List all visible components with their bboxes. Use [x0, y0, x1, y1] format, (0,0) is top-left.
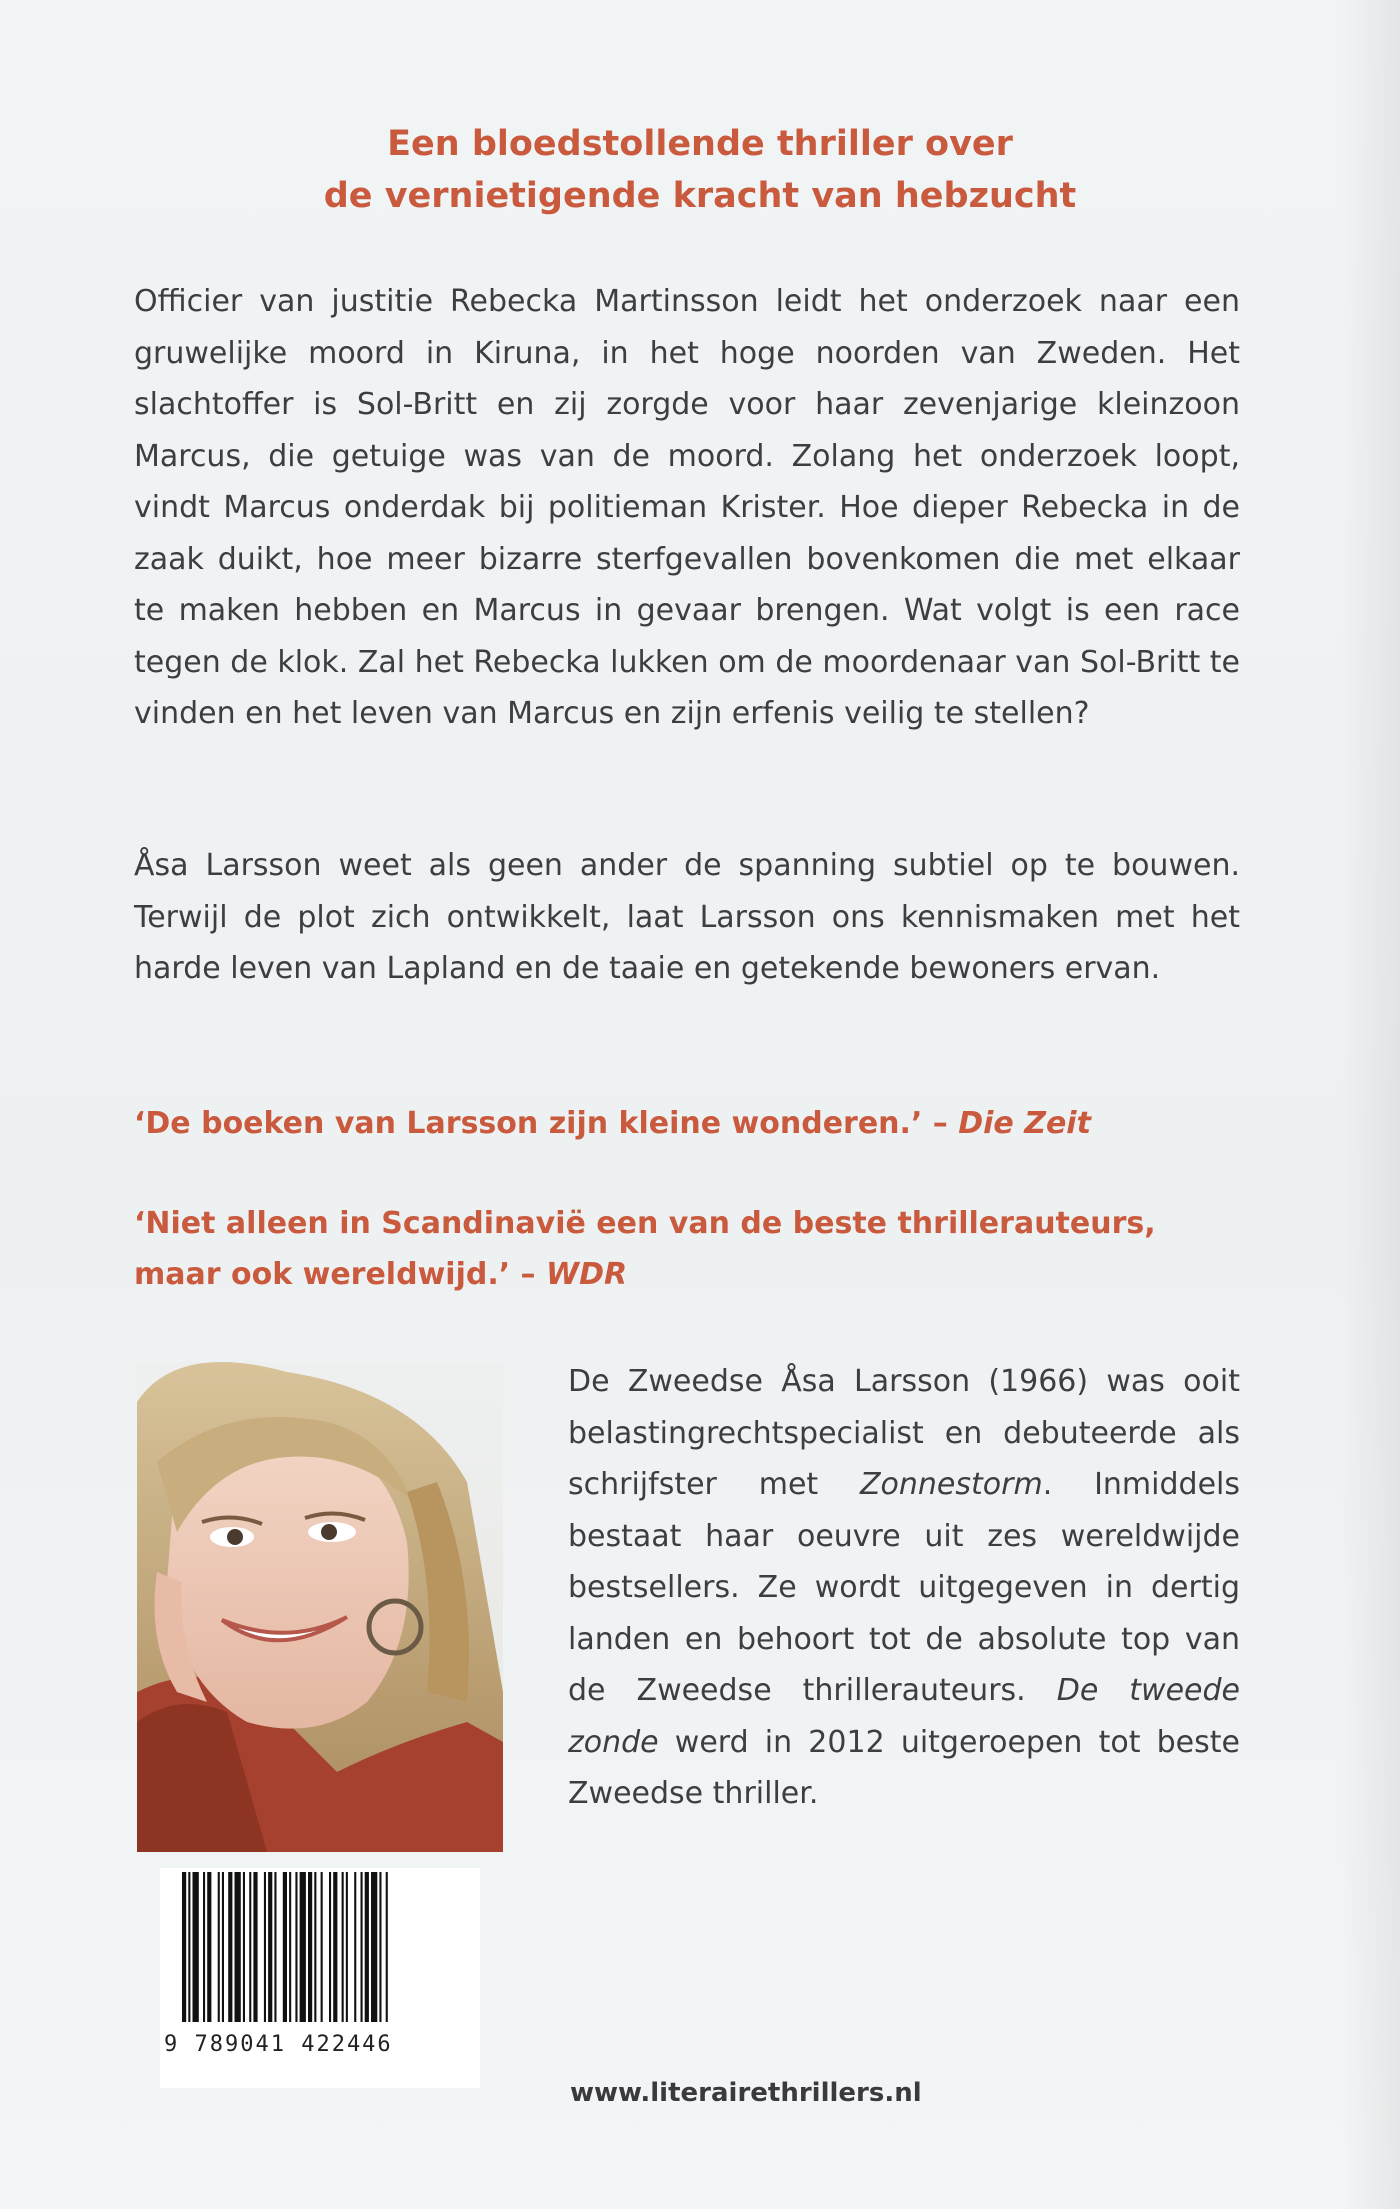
- barcode-bar: [235, 1872, 241, 2022]
- headline-line-2: de vernietigende kracht van hebzucht: [323, 176, 1077, 216]
- barcode-bar: [268, 1872, 272, 2022]
- barcode: [160, 1868, 480, 2088]
- barcode-bar: [203, 1872, 205, 2022]
- blurb-paragraph-2: Åsa Larsson weet als geen ander de spanning subtiel op te bouwen. Terwijl de plot zich ontwikkelt, laat Larsson ons kennismaken met het harde leven van Lapland en de taaie en getekende bewoners ervan.: [134, 848, 1240, 986]
- barcode-bar: [264, 1872, 266, 2022]
- headline-line-1: Een bloedstollende thriller over: [387, 124, 1013, 164]
- publisher-website: www.literairethrillers.nl: [570, 2078, 922, 2108]
- barcode-bar: [218, 1872, 220, 2022]
- barcode-bar: [182, 1872, 186, 2022]
- review-quote-2: [134, 1198, 1240, 1300]
- isbn-number: 9 789041 422446: [164, 2032, 393, 2057]
- barcode-bar: [289, 1872, 291, 2022]
- barcode-bar: [379, 1872, 381, 2022]
- barcode-bar: [354, 1872, 356, 2022]
- barcode-bar: [371, 1872, 377, 2022]
- author-bio-text: De Zweedse Åsa Larsson (1966) was ooit belastingrechtspecialist en debuteerde als schrijfster met: [568, 1364, 1240, 1502]
- quote-text: ‘De boeken van Larsson zijn kleine wonderen.’ –: [134, 1106, 959, 1141]
- cover-edge-shadow: [1340, 0, 1400, 2209]
- barcode-bar: [321, 1872, 323, 2022]
- barcode-bar: [253, 1872, 257, 2022]
- headline: [200, 118, 1200, 222]
- author-bio: [568, 1356, 1240, 1820]
- review-quote-1: [134, 1098, 1240, 1149]
- author-portrait-illustration: [137, 1362, 503, 1852]
- barcode-bar: [361, 1872, 363, 2022]
- barcode-bar: [249, 1872, 251, 2022]
- barcode-bar: [300, 1872, 306, 2022]
- quote-source: WDR: [546, 1257, 628, 1292]
- barcode-bar: [283, 1872, 287, 2022]
- author-bio-text: werd in 2012 uitgeroepen tot beste Zweedse thriller.: [568, 1724, 1240, 1811]
- barcode-bar: [314, 1872, 316, 2022]
- book-title-zonnestorm: Zonnestorm: [860, 1467, 1043, 1502]
- barcode-bar: [228, 1872, 232, 2022]
- book-title-de-tweede-zonde: De tweede zonde: [568, 1673, 1241, 1760]
- barcode-bars: [182, 1872, 458, 2022]
- author-photo: [137, 1362, 503, 1852]
- barcode-bar: [222, 1872, 224, 2022]
- barcode-bar: [333, 1872, 337, 2022]
- barcode-bar: [346, 1872, 348, 2022]
- quote-source: Die Zeit: [958, 1106, 1091, 1141]
- barcode-bar: [329, 1872, 331, 2022]
- author-bio-text: . Inmiddels bestaat haar oeuvre uit zes wereldwijde bestsellers. Ze wordt uitgegeven in dertig landen en behoort tot de absolute top van de Zweedse thrillerauteurs.: [568, 1467, 1240, 1708]
- quote-text: ‘Niet alleen in Scandinavië een van de beste thrillerauteurs, maar ook wereldwijd.’ –: [134, 1206, 1156, 1292]
- barcode-bar: [308, 1872, 312, 2022]
- barcode-bar: [193, 1872, 199, 2022]
- barcode-bar: [386, 1872, 388, 2022]
- barcode-bar: [243, 1872, 245, 2022]
- barcode-bar: [295, 1872, 297, 2022]
- barcode-bar: [188, 1872, 190, 2022]
- barcode-bar: [342, 1872, 344, 2022]
- barcode-bar: [274, 1872, 276, 2022]
- barcode-bar: [365, 1872, 369, 2022]
- blurb-paragraph-1: Officier van justitie Rebecka Martinsson leidt het onderzoek naar een gruwelijke moord in Kiruna, in het hoge noorden van Zweden. Het slachtoffer is Sol-Britt en zij zorgde voor haar zevenjarige kleinzoon Marcus, die getuige was van de moord. Zolang het onderzoek loopt, vindt Marcus onderdak bij politieman Krister. Hoe dieper Rebecka in de zaak duikt, hoe meer bizarre sterfgevallen bovenkomen die met elkaar te maken hebben en Marcus in gevaar brengen. Wat volgt is een race tegen de klok. Zal het Rebecka lukken om de moordenaar van Sol-Britt te vinden en het leven van Marcus en zijn erfenis veilig te stellen?: [134, 284, 1240, 731]
- barcode-bar: [207, 1872, 211, 2022]
